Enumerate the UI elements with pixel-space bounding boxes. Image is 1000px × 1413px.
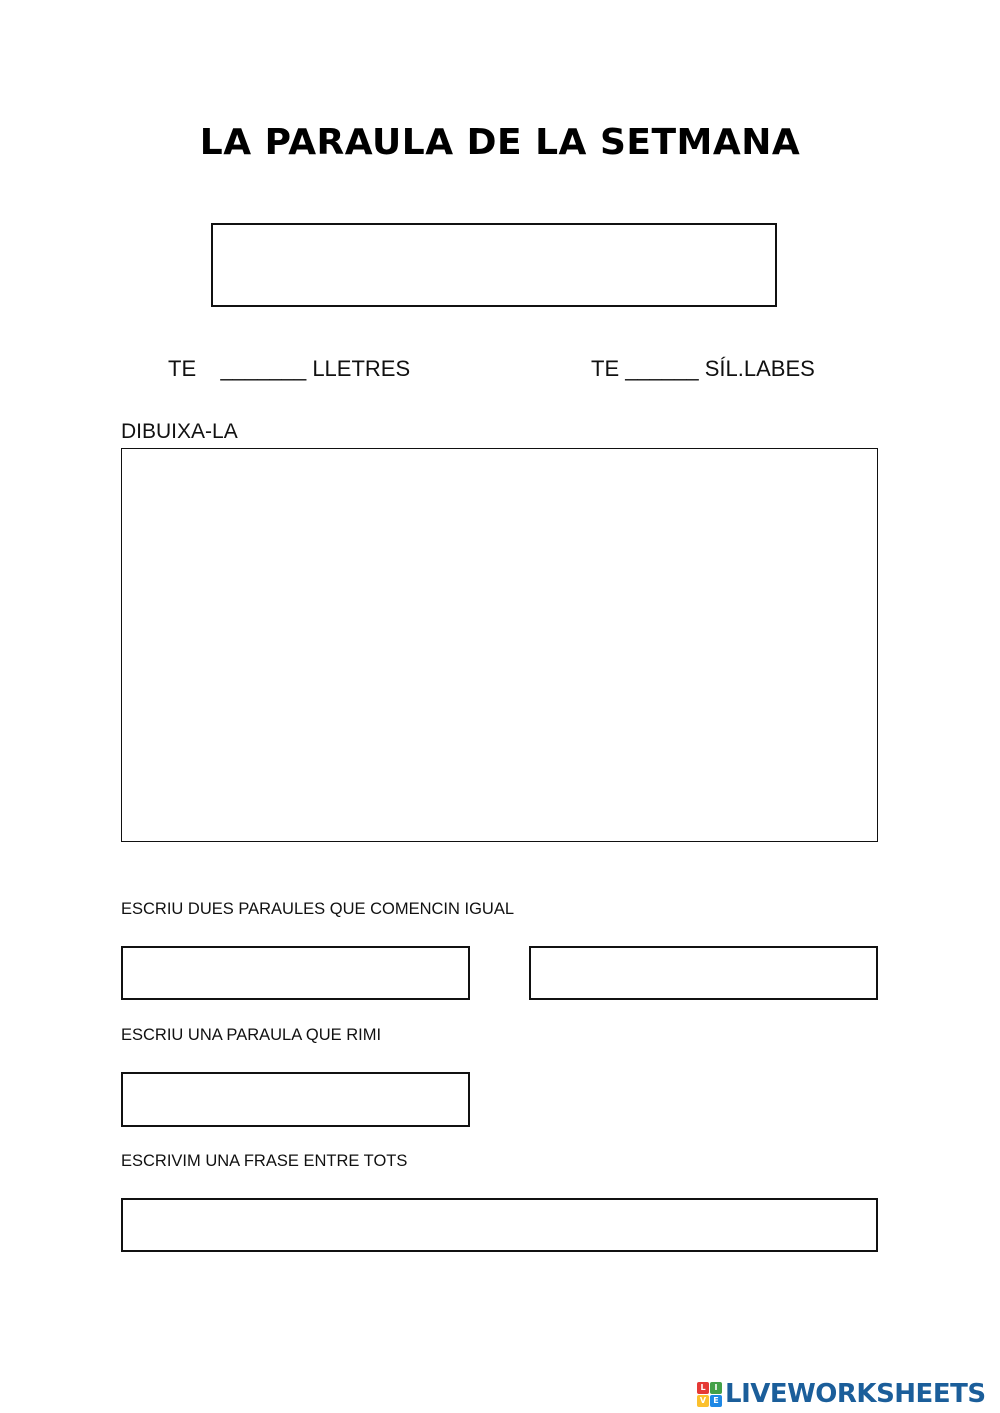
letters-count-line: TE _______ LLETRES [168, 356, 411, 381]
draw-label: DIBUIXA-LA [121, 420, 238, 443]
word-of-the-week-box[interactable] [211, 223, 777, 307]
sentence-label: ESCRIVIM UNA FRASE ENTRE TOTS [121, 1152, 408, 1170]
logo-block-e: E [710, 1395, 722, 1407]
syllables-count-line: TE ______ SÍL.LABES [591, 356, 815, 381]
logo-block-l: L [697, 1382, 709, 1394]
same-start-words-label: ESCRIU DUES PARAULES QUE COMENCIN IGUAL [121, 900, 515, 918]
sentence-box[interactable] [121, 1198, 878, 1252]
drawing-area[interactable] [121, 448, 878, 842]
rhyme-word-box[interactable] [121, 1072, 470, 1127]
logo-block-v: V [697, 1395, 709, 1407]
liveworksheets-logo [697, 1379, 986, 1409]
logo-block-i: I [710, 1382, 722, 1394]
liveworksheets-brand-text: LIVEWORKSHEETS [725, 1379, 986, 1409]
same-start-word-2-box[interactable] [529, 946, 878, 1000]
liveworksheets-logo-icon [697, 1382, 722, 1407]
same-start-word-1-box[interactable] [121, 946, 470, 1000]
rhyme-word-label: ESCRIU UNA PARAULA QUE RIMI [121, 1026, 382, 1044]
page-title: LA PARAULA DE LA SETMANA [199, 122, 801, 163]
